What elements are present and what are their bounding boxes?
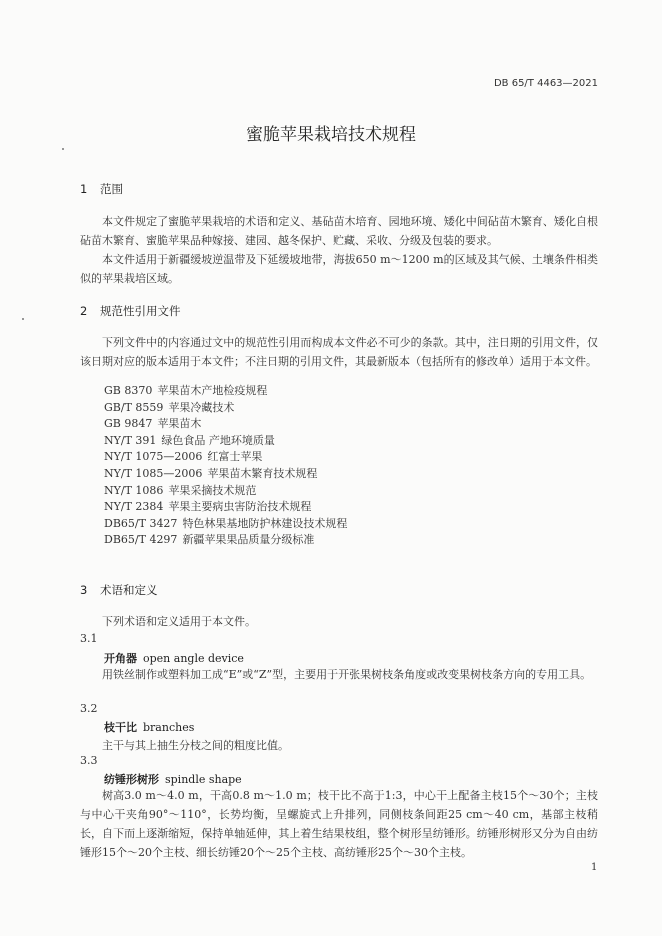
reference-code: NY/T 391	[104, 433, 157, 447]
reference-list	[104, 383, 347, 549]
term-definition: 用铁丝制作或塑料加工成“E”或“Z”型，主要用于开张果树枝条角度或改变果树枝条方向的专用工具。	[102, 668, 592, 681]
reference-code: NY/T 2384	[104, 500, 164, 514]
reference-item	[104, 483, 347, 500]
section-number: 3	[80, 583, 88, 597]
reference-item	[104, 516, 347, 533]
term-name-en: spindle shape	[165, 773, 242, 786]
term-heading	[104, 650, 244, 666]
term-name-zh: 纺锤形树形	[104, 773, 159, 786]
reference-item	[104, 499, 347, 516]
reference-title: 苹果苗木	[157, 417, 202, 431]
reference-code: GB 8370	[104, 384, 153, 397]
section-heading-scope	[80, 181, 123, 197]
term-definition: 树高3.0 m～4.0 m，干高0.8 m～1.0 m；枝干比不高于1:3，中心干上配备主枝15个～30个；主枝与中心干夹角90°～110°，长势均衡，呈螺旋式上升排列，同侧枝条间距25 cm～40 cm，基部主枝稍长，自下而上逐渐缩短，保持单轴延伸，其上着生结果枝组，整个树形呈纺锤形。纺锤形树形又分为自由纺锤形15个～20个主枝、细长纺锤20个～25个主枝、高纺锤形25个～30个主枝。	[80, 789, 598, 859]
reference-title: 苹果苗木产地检疫规程	[157, 384, 268, 397]
reference-title: 苹果主要病虫害防治技术规程	[168, 500, 312, 514]
reference-code: GB 9847	[104, 417, 153, 431]
reference-title: 新疆苹果果品质量分级标准	[182, 533, 315, 547]
term-heading	[104, 771, 242, 787]
term-name-zh: 开角器	[104, 652, 137, 665]
scan-speck	[22, 318, 24, 320]
reference-item	[104, 416, 347, 433]
term-number: 3.2	[80, 702, 98, 715]
page-number: 1	[591, 862, 598, 873]
page-title: 蜜脆苹果栽培技术规程	[246, 125, 416, 145]
reference-item	[104, 532, 347, 549]
doc-code: DB 65/T 4463—2021	[493, 78, 598, 89]
reference-item	[104, 400, 347, 417]
reference-code: GB/T 8559	[104, 400, 164, 414]
reference-code: DB65/T 3427	[104, 516, 178, 530]
reference-title: 红富士苹果	[207, 450, 263, 464]
scan-speck	[62, 148, 64, 150]
reference-title: 特色林果基地防护林建设技术规程	[182, 516, 348, 530]
reference-code: DB65/T 4297	[104, 533, 178, 547]
reference-item	[104, 433, 347, 450]
scope-paragraph-1: 本文件规定了蜜脆苹果栽培的术语和定义、基砧苗木培育、园地环境、矮化中间砧苗木繁育、矮化自根砧苗木繁育、蜜脆苹果品种嫁接、建园、越冬保护、贮藏、采收、分级及包装的要求。	[80, 215, 598, 247]
reference-item	[104, 449, 347, 466]
term-definition: 主干与其上抽生分枝之间的粗度比值。	[102, 739, 289, 752]
term-name-en: open angle device	[143, 652, 244, 665]
section-title: 范围	[100, 182, 123, 196]
section-number: 1	[80, 182, 88, 196]
term-number: 3.3	[80, 754, 98, 767]
scope-paragraph-2: 本文件适用于新疆缓坡逆温带及下延缓坡地带，海拔650 m～1200 m的区域及其气候、土壤条件相类似的苹果栽培区域。	[80, 253, 598, 285]
section-number: 2	[80, 304, 88, 318]
terms-intro: 下列术语和定义适用于本文件。	[102, 615, 256, 628]
reference-item	[104, 466, 347, 483]
normative-intro: 下列文件中的内容通过文中的规范性引用而构成本文件必不可少的条款。其中，注日期的引用文件，仅该日期对应的版本适用于本文件；不注日期的引用文件，其最新版本（包括所有的修改单）适用于本文件。	[80, 336, 598, 368]
reference-title: 苹果苗木繁育技术规程	[207, 466, 318, 480]
section-heading-terms	[80, 582, 158, 598]
term-number: 3.1	[80, 632, 98, 645]
term-heading	[104, 719, 194, 735]
reference-code: NY/T 1075—2006	[104, 450, 203, 464]
term-name-en: branches	[143, 721, 195, 734]
reference-code: NY/T 1085—2006	[104, 466, 203, 480]
reference-title: 苹果采摘技术规范	[168, 483, 257, 497]
reference-item	[104, 383, 347, 400]
section-title: 规范性引用文件	[100, 304, 181, 318]
section-heading-normative	[80, 303, 181, 319]
reference-title: 绿色食品 产地环境质量	[161, 433, 275, 447]
reference-title: 苹果冷藏技术	[168, 400, 235, 414]
term-name-zh: 枝干比	[104, 721, 137, 734]
section-title: 术语和定义	[100, 583, 158, 597]
reference-code: NY/T 1086	[104, 483, 164, 497]
